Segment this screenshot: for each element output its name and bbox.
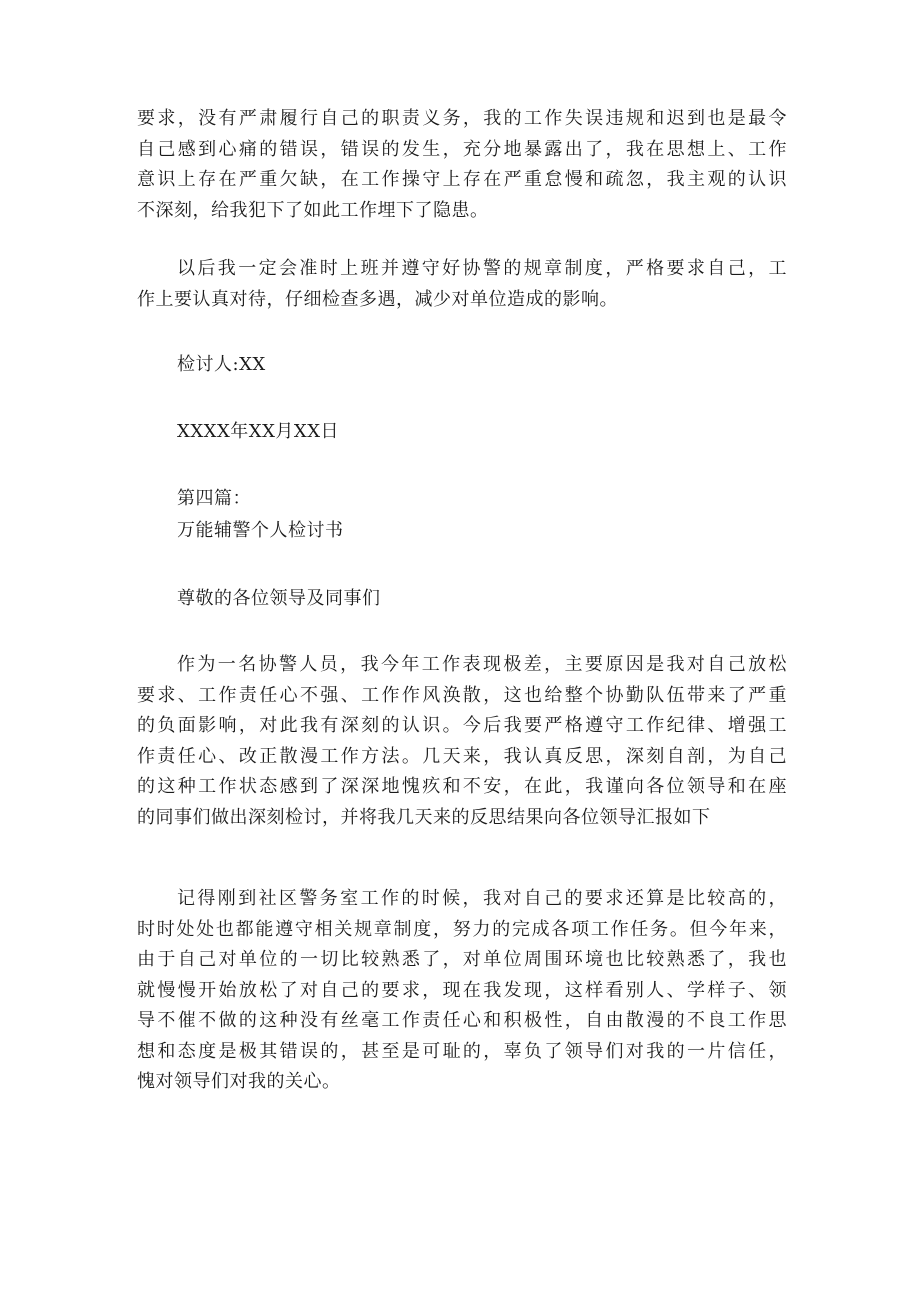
paragraph-line: 要求、工作责任心不强、工作作风涣散，这也给整个协勤队伍带来了严重: [137, 684, 787, 706]
paragraph-line: 的这种工作状态感到了深深地愧疚和不安，在此，我谨向各位领导和在座: [137, 776, 787, 797]
paragraph-line: 的同事们做出深刻检讨，并将我几天来的反思结果向各位领导汇报如下: [137, 806, 711, 828]
signer-line: 检讨人:XX: [177, 354, 266, 375]
paragraph-line: 作上要认真对待，仔细检查多遇，减少对单位造成的影响。: [137, 288, 618, 310]
section-title: 万能辅警个人检讨书: [177, 520, 344, 541]
paragraph-line: 记得刚到社区警务室工作的时候，我对自己的要求还算是比较高的，: [177, 888, 787, 909]
paragraph-1: [137, 104, 787, 226]
salutation: 尊敬的各位领导及同事们: [177, 588, 381, 609]
paragraph-line: 导不催不做的这种没有丝毫工作责任心和积极性，自由散漫的不良工作思: [137, 1010, 787, 1031]
paragraph-line: 不深刻，给我犯下了如此工作埋下了隐患。: [137, 199, 489, 221]
paragraph-line: 时时处处也都能遵守相关规章制度，努力的完成各项工作任务。但今年来，: [137, 918, 787, 940]
paragraph-2: [137, 254, 787, 315]
paragraph-line: 以后我一定会准时上班并遵守好协警的规章制度，严格要求自己，工: [177, 258, 787, 279]
paragraph-line: 由于自己对单位的一切比较熟悉了，对单位周围环境也比较熟悉了，我也: [137, 949, 787, 970]
paragraph-line: 愧对领导们对我的关心。: [137, 1071, 341, 1092]
paragraph-line: 就慢慢开始放松了对自己的要求，现在我发现，这样看别人、学样子、领: [137, 979, 787, 1001]
paragraph-line: 作责任心、改正散漫工作方法。几天来，我认真反思，深刻自剖，为自己: [137, 745, 787, 767]
paragraph-line: 意识上存在严重欠缺，在工作操守上存在严重怠慢和疏忽，我主观的认识: [137, 169, 787, 190]
paragraph-line: 的负面影响，对此我有深刻的认识。今后我要严格遵守工作纪律、增强工: [137, 715, 787, 736]
paragraph-line: 想和态度是极其错误的，甚至是可耻的，辜负了领导们对我的一片信任，: [137, 1040, 787, 1062]
paragraph-line: 作为一名协警人员，我今年工作表现极差，主要原因是我对自己放松: [177, 654, 787, 675]
paragraph-line: 自己感到心痛的错误，错误的发生，充分地暴露出了，我在思想上、工作: [137, 138, 787, 160]
paragraph-line: 要求，没有严肃履行自己的职责义务，我的工作失误违规和迟到也是最令: [137, 108, 787, 129]
paragraph-3: [137, 650, 787, 833]
section-label: 第四篇：: [177, 488, 251, 509]
paragraph-4: [137, 884, 787, 1098]
date-line: XXXX年XX月XX日: [177, 421, 340, 442]
